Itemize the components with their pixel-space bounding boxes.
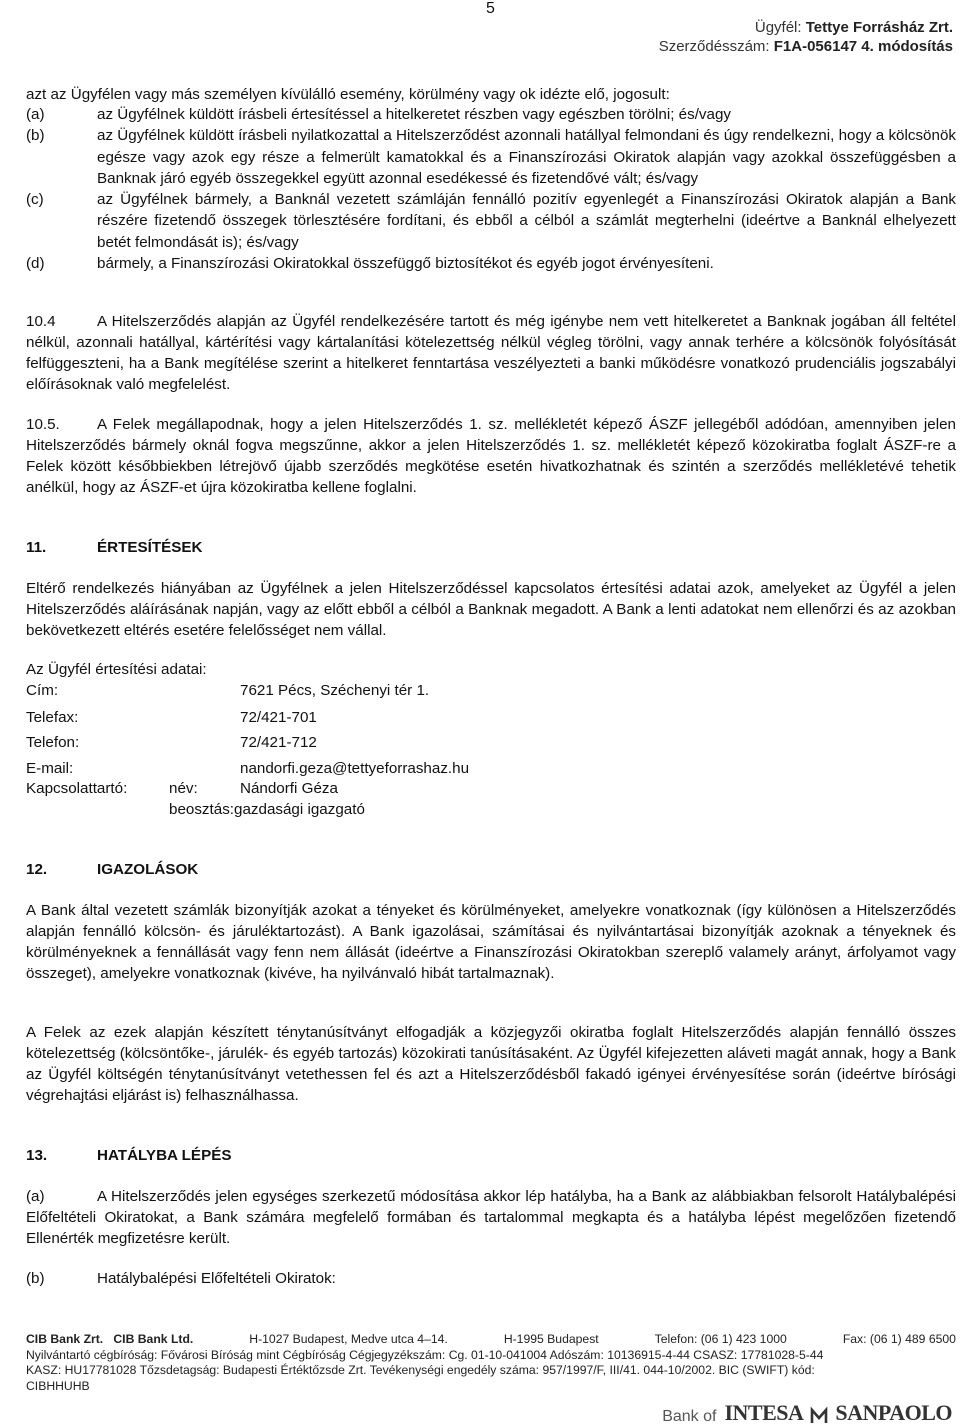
footer-bank-en: CIB Bank Ltd. <box>113 1332 194 1346</box>
paragraph-number: (b) <box>26 1270 45 1287</box>
fax-value: 72/421-701 <box>240 709 317 726</box>
contact-label: Kapcsolattartó: <box>26 780 128 797</box>
section-title: HATÁLYBA LÉPÉS <box>97 1147 232 1164</box>
sanpaolo-mark-icon <box>809 1406 829 1426</box>
client-prefix: Ügyfél: <box>754 19 806 36</box>
list-item <box>26 104 956 125</box>
section-number: 11. <box>26 539 47 556</box>
section-title: ÉRTESÍTÉSEK <box>97 539 203 556</box>
bank-logo <box>662 1402 952 1426</box>
section-title: IGAZOLÁSOK <box>97 861 199 878</box>
footer-fax: Fax: (06 1) 489 6500 <box>842 1332 956 1346</box>
list-item-label: (d) <box>26 255 45 273</box>
contact-position <box>169 799 365 820</box>
list-item-text: az Ügyfélnek bármely, a Banknál vezetett számláján fennálló pozitív egyenlegét a Finanszírozási Okiratok alapján a Bank részére fizetendő összegek törlesztésére fordítani, és ebből a célból a számlát megterhelni (ideértve a Banknál elhelyezett betét felmondását is); és/vagy <box>97 191 956 251</box>
footer-line-1 <box>26 1332 956 1348</box>
paragraph-text: A Hitelszerződés alapján az Ügyfél rendelkezésére tartott és még igénybe nem vett hitelkeretet a Banknak jogában áll feltétel nélkül, azonnali hatállyal, kártérítési vagy kártalanítási kötelezettség nélkül végleg törölni, vagy annak terhére a kölcsönök folyósítását felfüggeszteni, ha a Bank megítélése szerint a hitelkeret fenntartása veszélyezteti a banki működésre vonatkozó prudenciális jogszabályi előírásoknak való megfelelést. <box>26 313 956 393</box>
notification-title: Az Ügyfél értesítési adatai: <box>26 661 207 678</box>
section-number: 12. <box>26 861 48 878</box>
section-13-b <box>26 1268 956 1289</box>
section-11-heading <box>26 537 203 558</box>
fax-label: Telefax: <box>26 709 79 726</box>
paragraph-text: Hatálybalépési Előfeltételi Okiratok: <box>97 1270 336 1287</box>
list-item <box>26 189 956 253</box>
footer-bank-hu: CIB Bank Zrt. <box>26 1332 104 1346</box>
paragraph-number: 10.4 <box>26 313 56 330</box>
section-number: 13. <box>26 1147 48 1164</box>
list-item-text: bármely, a Finanszírozási Okiratokkal összefüggő biztosítékot és egyéb jogot érvényesíteni. <box>97 255 714 273</box>
paragraph-text: A Hitelszerződés jelen egységes szerkezetű módosítása akkor lép hatályba, ha a Bank az alábbiakban felsorolt Hatálybalépési Előfeltételi Okiratokat, a Bank számára megfelelő formában és tartalommal megkapta és a hatályba lépést megelőzően fizetendő Ellenérték megfizetésre került. <box>26 1188 956 1247</box>
footer-line-3: KASZ: HU17781028 Tőzsdetagság: Budapesti Értéktőzsde Zrt. Tevékenységi engedély száma: 957/1997/F, III/41. 044-10/2002. BIC (SWIFT) kód: <box>26 1363 815 1378</box>
list-item <box>26 125 956 189</box>
list-item <box>26 253 956 274</box>
contract-prefix: Szerződésszám: <box>658 38 774 55</box>
footer-postal: H-1995 Budapest <box>503 1332 599 1346</box>
footer-phone: Telefon: (06 1) 423 1000 <box>654 1332 787 1346</box>
notification-details <box>26 659 726 824</box>
rights-list <box>26 104 956 274</box>
address-label: Cím: <box>26 682 59 699</box>
paragraph-text: A Felek az ezek alapján készített ténytanúsítványt elfogadják a közjegyzői okiratba foglalt Hitelszerződés alapján fennálló összes kötelezettség (kölcsöntőke-, járulék- és egyéb tartozás) közokirati tanúsításaként. Az Ügyfél kifejezetten aláveti magát annak, hogy a Bank az Ügyfél költségén ténytanúsítványt vetethessen fel és azt a Hitelszerződésből fakadó igényei érvényesítése során (ideértve bírósági végrehajtási eljárást is) felhasználhassa. <box>26 1024 956 1104</box>
section-12-heading <box>26 859 198 880</box>
email-label: E-mail: <box>26 760 74 777</box>
list-item-label: (b) <box>26 127 45 145</box>
footer-address: H-1027 Budapest, Medve utca 4–14. <box>249 1332 448 1346</box>
contract-number: F1A-056147 4. módosítás <box>773 38 953 55</box>
list-item-label: (c) <box>26 191 44 209</box>
phone-label: Telefon: <box>26 734 80 751</box>
footer <box>26 1332 956 1394</box>
logo-sanpaolo: SANPAOLO <box>835 1400 952 1425</box>
client-name: Tettye Forrásház Zrt. <box>805 19 953 36</box>
paragraph-text: A Felek megállapodnak, hogy a jelen Hitelszerződés 1. sz. mellékletét képező ÁSZF jellegéből adódóan, amennyiben jelen Hitelszerződés bármely oknál fogva megszűnne, akkor a jelen Hitelszerződés 1. sz. mellékletét képező közokiratba foglalt ÁSZF-re a Felek között későbbiekben létrejövő újabb szerződés megkötése esetén hivatkozhatnak és szintén a szerződés mellékletévé tehetik anélkül, hogy az ÁSZF-et újra közokiratba kellene foglalni. <box>26 416 956 496</box>
paragraph-text: Eltérő rendelkezés hiányában az Ügyfélnek a jelen Hitelszerződéssel kapcsolatos értesítési adatai azok, amelyeket az Ügyfél a jelen Hitelszerződés aláírásának napján, vagy az előtt ebből a célból a Banknak megadott. A Bank a lenti adatokat nem ellenőrzi és az azokban bekövetkezett eltérés esetére felelősséget nem vállal. <box>26 580 956 639</box>
section-13-heading <box>26 1145 231 1166</box>
contact-name-label: név: <box>169 780 198 797</box>
contract-line <box>659 37 953 57</box>
paragraph-text: A Bank által vezetett számlák bizonyítják azokat a tényeket és körülményeket, amelyekre vonatkoznak (így különösen a Hitelszerződés alapján fennálló kölcsön- és járuléktartozást). A Bank igazolásai, számításai és nyilvántartásai bizonyítják azoknak a tényeknek és körülményeknek a fennállását vagy fenn nem állását (ideértve a Finanszírozási Okiratokban szereplő valamely arányt, árfolyamot vagy összeget), amelyekre vonatkoznak (kivéve, ha nyilvánvaló hibát tartalmaznak). <box>26 902 956 982</box>
footer-bank-names <box>26 1332 193 1348</box>
footer-line-2: Nyilvántartó cégbíróság: Fővárosi Bíróság mint Cégbíróság Cégjegyzékszám: Cg. 01-10-041004 Adószám: 10136915-4-44 CSASZ: 17781028-5-44 <box>26 1347 824 1362</box>
section-12-text-2 <box>26 1022 956 1106</box>
section-11-text <box>26 578 956 641</box>
email-value: nandorfi.geza@tettyeforrashaz.hu <box>240 760 470 777</box>
section-12-text-1 <box>26 900 956 984</box>
client-line <box>755 18 953 38</box>
list-item-text: az Ügyfélnek küldött írásbeli értesítéssel a hitelkeretet részben vagy egészben törölni; és/vagy <box>97 106 731 123</box>
list-item-text: az Ügyfélnek küldött írásbeli nyilatkozattal a Hitelszerződést azonnali hatállyal felmondani és úgy rendelkezni, hogy a kölcsönök egésze vagy azok egy része a felmerült kamatokkal és a Finanszírozási Okiratok alapján vagy azokkal összefüggésben a Banknak járó egyéb összegekkel együtt azonnal esedékessé és fizetendővé vált; és/vagy <box>97 127 956 187</box>
paragraph-10-5 <box>26 414 956 498</box>
intro-text <box>26 84 956 105</box>
page-number: 5 <box>486 0 495 17</box>
paragraph-number: 10.5. <box>26 416 60 433</box>
address-value: 7621 Pécs, Széchenyi tér 1. <box>240 682 430 699</box>
phone-value: 72/421-712 <box>240 734 317 751</box>
logo-bank-of: Bank of <box>662 1408 717 1425</box>
intro-sentence: azt az Ügyfélen vagy más személyen kívülálló esemény, körülmény vagy ok idézte elő, jogosult: <box>26 86 670 103</box>
contact-name-value: Nándorfi Géza <box>240 780 338 797</box>
contact-position-value: gazdasági igazgató <box>234 801 365 818</box>
section-13-a <box>26 1186 956 1249</box>
logo-intesa: INTESA <box>724 1400 804 1425</box>
list-item-label: (a) <box>26 106 45 123</box>
contact-position-label: beosztás: <box>169 801 235 818</box>
paragraph-number: (a) <box>26 1188 45 1205</box>
paragraph-10-4 <box>26 311 956 395</box>
footer-line-4: CIBHHUHB <box>26 1378 90 1393</box>
